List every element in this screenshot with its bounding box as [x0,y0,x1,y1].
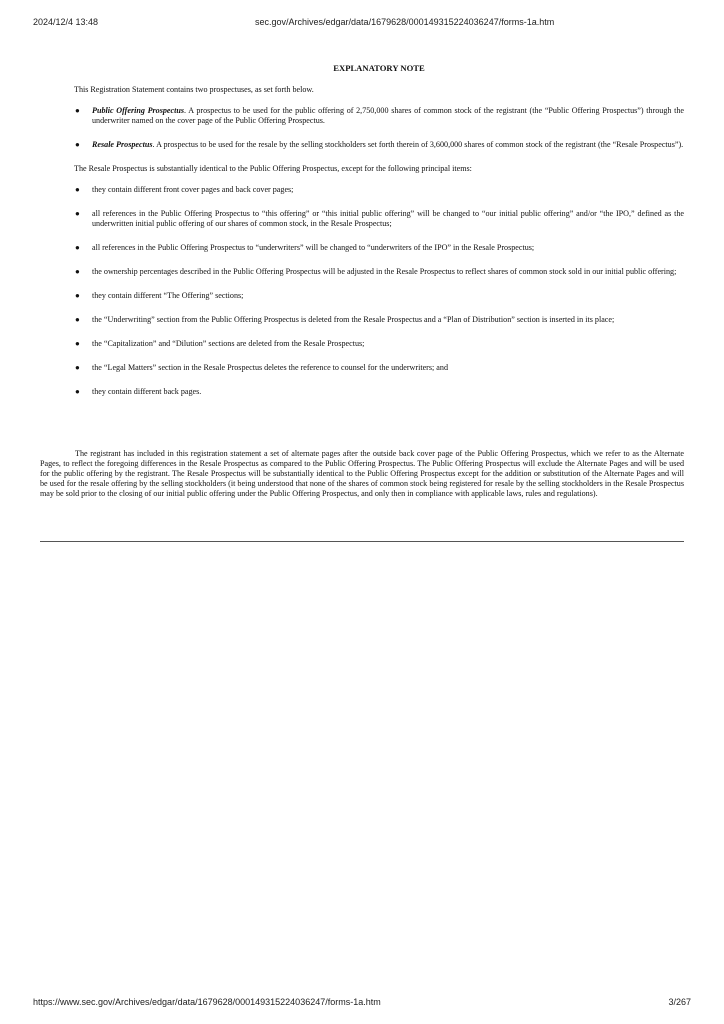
bullet-icon: ● [75,363,80,372]
difference-text: they contain different front cover pages and back cover pages; [92,185,294,194]
bullet-icon: ● [75,291,80,300]
print-timestamp: 2024/12/4 13:48 [33,17,99,27]
prospectus-label: Public Offering Prospectus [92,106,185,115]
differences-list [74,185,684,397]
list-item [74,140,684,150]
list-item [74,106,684,126]
section-divider [40,541,684,542]
closing-paragraph: The registrant has included in this registration statement a set of alternate pages after the outside back cover page of the Public Offering Prospectus, which we refer to as the Alternate Pages, to reflect the foregoing differences in the Resale Prospectus as compared to the Public Offering Prospectus. The Public Offering Prospectus will exclude the Alternate Pages and will be used for the public offering by the registrant. The Resale Prospectus will be substantially identical to the Public Offering Prospectus except for the addition or substitution of the Alternate Pages and will be used for the resale offering by the selling stockholders (it being understood that none of the shares of common stock being registered for resale by the selling stockholders in the Resale Prospectus may be sold prior to the closing of our initial public offering under the Public Offering Prospectus, and only then in compliance with applicable laws, rules and regulations). [40,449,684,498]
prospectus-text: . A prospectus to be used for the resale by the selling stockholders set forth therein of 3,600,000 shares of common stock of the registrant (the “Resale Prospectus”). [152,140,684,149]
list-item [74,387,684,397]
list-item [74,363,684,373]
print-footer-url: https://www.sec.gov/Archives/edgar/data/1679628/000149315224036247/forms-1a.htm [33,997,381,1007]
difference-text: the ownership percentages described in the Public Offering Prospectus will be adjusted in the Resale Prospectus to reflect shares of common stock sold in our initial public offering; [92,267,677,276]
bullet-icon: ● [75,106,80,115]
bullet-icon: ● [75,140,80,149]
difference-text: all references in the Public Offering Prospectus to “underwriters” will be changed to “underwriters of the IPO” in the Resale Prospectus; [92,243,535,252]
page-number: 3/267 [668,997,691,1007]
differences-intro: The Resale Prospectus is substantially identical to the Public Offering Prospectus, except for the following principal items: [74,164,472,173]
print-header [33,17,691,29]
bullet-icon: ● [75,185,80,194]
intro-paragraph: This Registration Statement contains two prospectuses, as set forth below. [74,85,314,94]
prospectus-text: . A prospectus to be used for the public offering of 2,750,000 shares of common stock of the registrant (the “Public Offering Prospectus”) through the underwriter named on the cover page of the Public Offering Prospectus. [92,106,684,125]
print-footer [33,997,691,1009]
difference-text: the “Underwriting” section from the Public Offering Prospectus is deleted from the Resale Prospectus and a “Plan of Distribution” section is inserted in its place; [92,315,615,324]
prospectus-list [74,106,684,150]
bullet-icon: ● [75,387,80,396]
difference-text: all references in the Public Offering Prospectus to “this offering” or “this initial public offering” will be changed to “our initial public offering” and/or “the IPO,” defined as the underwritten initial public offering of our shares of common stock, in the Resale Prospectus; [92,209,684,228]
list-item [74,315,684,325]
list-item [74,291,684,301]
list-item [74,185,684,195]
bullet-icon: ● [75,243,80,252]
difference-text: the “Capitalization” and “Dilution” sections are deleted from the Resale Prospectus; [92,339,365,348]
prospectus-label: Resale Prospectus [92,140,153,149]
bullet-icon: ● [75,209,80,218]
list-item [74,209,684,229]
bullet-icon: ● [75,267,80,276]
difference-text: they contain different back pages. [92,387,202,396]
page-title: EXPLANATORY NOTE [333,63,425,73]
bullet-icon: ● [75,315,80,324]
difference-text: the “Legal Matters” section in the Resale Prospectus deletes the reference to counsel for the underwriters; and [92,363,448,372]
list-item [74,267,684,277]
document-body [74,63,684,411]
list-item [74,339,684,349]
bullet-icon: ● [75,339,80,348]
print-header-url: sec.gov/Archives/edgar/data/1679628/000149315224036247/forms-1a.htm [255,17,555,27]
difference-text: they contain different “The Offering” sections; [92,291,244,300]
list-item [74,243,684,253]
